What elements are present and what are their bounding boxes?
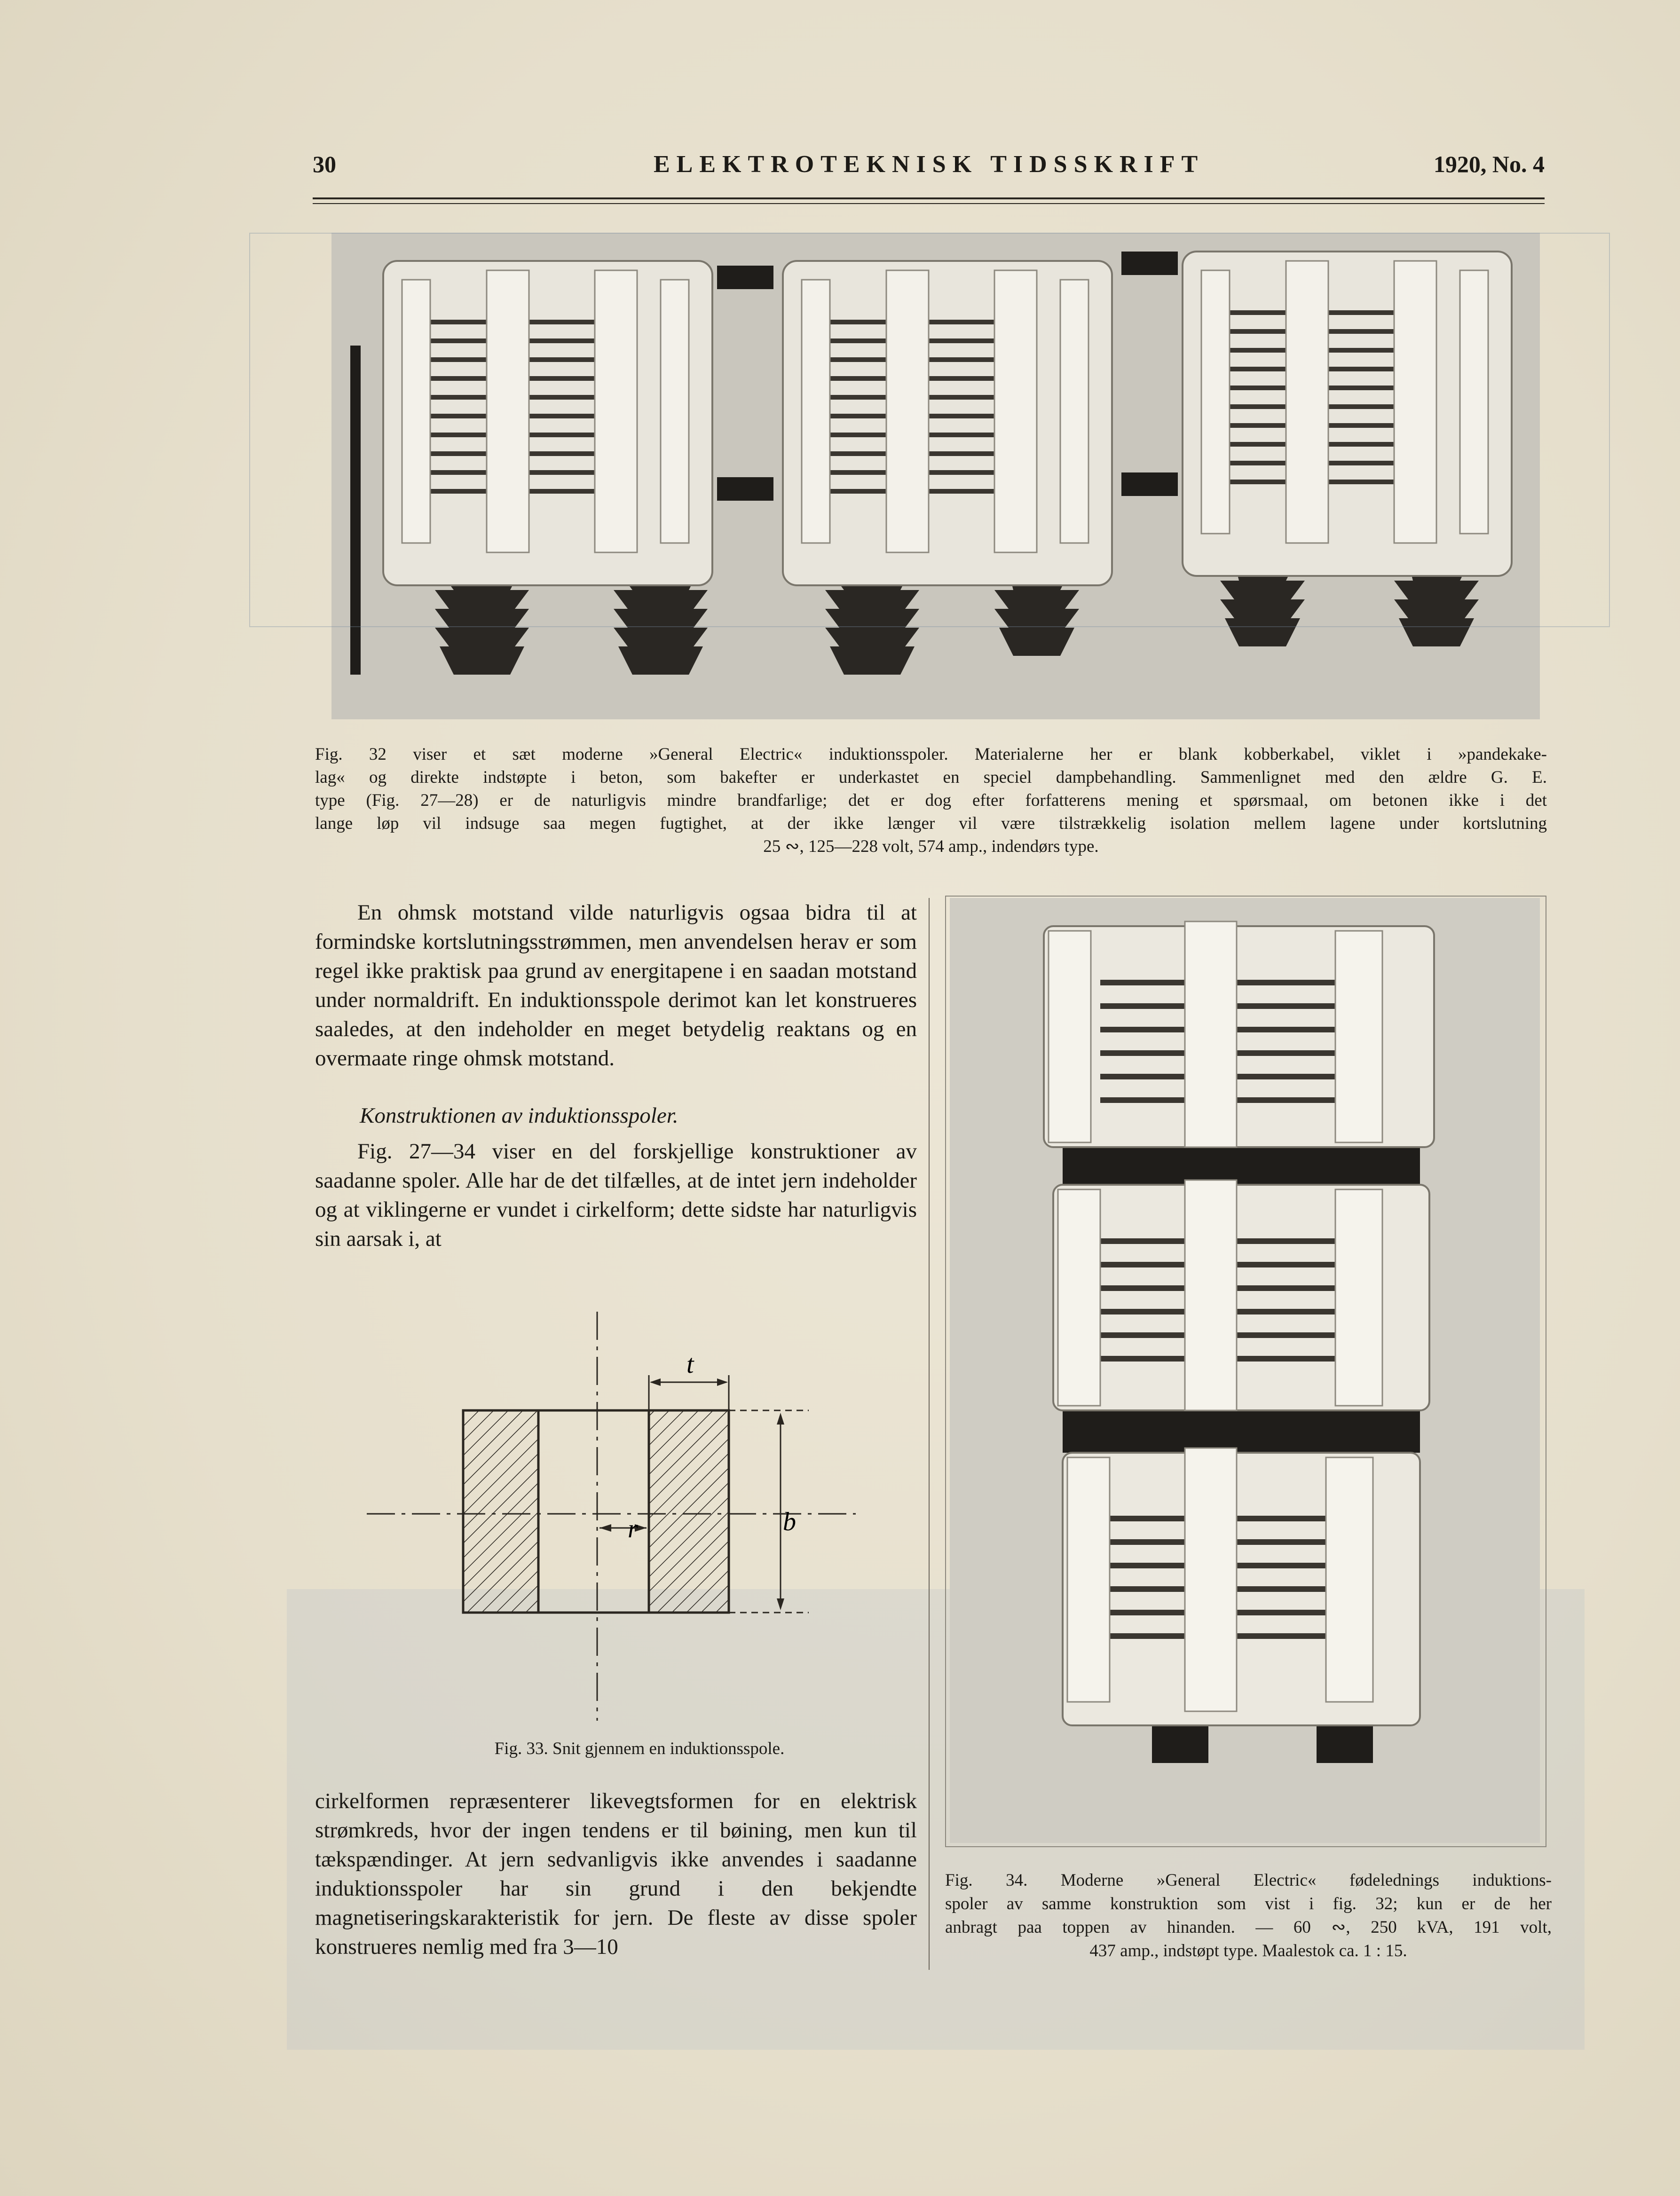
dimension-label-b: b: [783, 1507, 796, 1536]
section-heading: Konstruktionen av induktionsspoler.: [360, 1103, 678, 1128]
body-paragraph: En ohmsk motstand vilde naturligvis ogsaa bidra til at formindske kortslutningsstrømmen, men anvendelsen herav er som regel ikke praktisk paa grund av energitapene i en saadan motstand under normaldrift. En induktionsspole derimot kan let konstrueres saaledes, at den indeholder en meget betydelig reaktans og en overmaate ringe ohmsk motstand.: [315, 900, 917, 1070]
figure-32-caption-line: lag« og direkte indstøpte i beton, som bakefter er underkastet en speciel dampbehandling. Sammenlignet med den ældre G. E.: [315, 768, 1547, 787]
dimension-label-t: t: [686, 1350, 694, 1379]
winding-left: [463, 1410, 538, 1613]
issue-label: 1920, No. 4: [1433, 151, 1545, 177]
running-header: [313, 150, 1545, 188]
figure-34-caption-line: spoler av samme konstruktion som vist i fig. 32; kun er de her: [945, 1894, 1552, 1913]
figure-34-caption-line: Fig. 34. Moderne »General Electric« fødelednings induktions-: [945, 1871, 1552, 1890]
left-column-continued: [315, 1787, 917, 1961]
figure-32-frame: [249, 233, 1610, 627]
header-rule: [313, 197, 1545, 199]
figure-32-caption: [315, 743, 1547, 858]
coil-cross-section: [357, 1298, 875, 1721]
figure-34-frame: [945, 896, 1546, 1847]
figure-32-caption-line: lange løp vil indsuge saa megen fugtighet, at der ikke længer vil være tilstrækkelig isolation mellem lagene under kortslutning: [315, 814, 1547, 833]
body-paragraph: cirkelformen repræsenterer likevegtsformen for en elektrisk strømkreds, hvor der ingen tendens er til bøining, men kun til tækspændinger. At jern sedvanligvis ikke anvendes i saadanne induktionsspoler har sin grund i den bekjendte magnetiseringskarakteristik for jern. De fleste av disse spoler konstrueres nemlig med fra 3—10: [315, 1789, 917, 1959]
left-column: [315, 898, 917, 1253]
journal-title: ELEKTROTEKNISK TIDSSKRIFT: [654, 151, 1205, 178]
figure-32-caption-line: type (Fig. 27—28) er de naturligvis mindre brandfarlige; det er dog efter forfatterens mening et spørsmaal, om betonen ikke i det: [315, 791, 1547, 810]
page-number: 30: [313, 151, 336, 177]
body-paragraph: Fig. 27—34 viser en del forskjellige konstruktioner av saadanne spoler. Alle har de det tilfælles, at de intet jern indeholder og at viklingerne er vundet i cirkelform; dette sidste har naturligvis sin aarsak i, at: [315, 1139, 917, 1251]
header-rule-thin: [313, 203, 1545, 204]
column-divider: [929, 898, 930, 1970]
figure-33-diagram: [357, 1298, 875, 1721]
figure-34-caption-line: anbragt paa toppen av hinanden. — 60 ∾, 250 kVA, 191 volt,: [945, 1918, 1552, 1937]
figure-32-caption-line: Fig. 32 viser et sæt moderne »General Electric« induktionsspoler. Materialerne her er blank kobberkabel, viklet i »pandekake-: [315, 745, 1547, 764]
figure-34-caption-last: 437 amp., indstøpt type. Maalestok ca. 1 : 15.: [1089, 1941, 1407, 1960]
figure-33-caption: Fig. 33. Snit gjennem en induktionsspole.: [494, 1739, 785, 1758]
dimension-label-r: r: [628, 1514, 638, 1543]
winding-right: [649, 1410, 729, 1613]
figure-32-caption-last: 25 ∾, 125—228 volt, 574 amp., indendørs type.: [763, 837, 1099, 856]
figure-34-caption: [945, 1869, 1552, 1963]
